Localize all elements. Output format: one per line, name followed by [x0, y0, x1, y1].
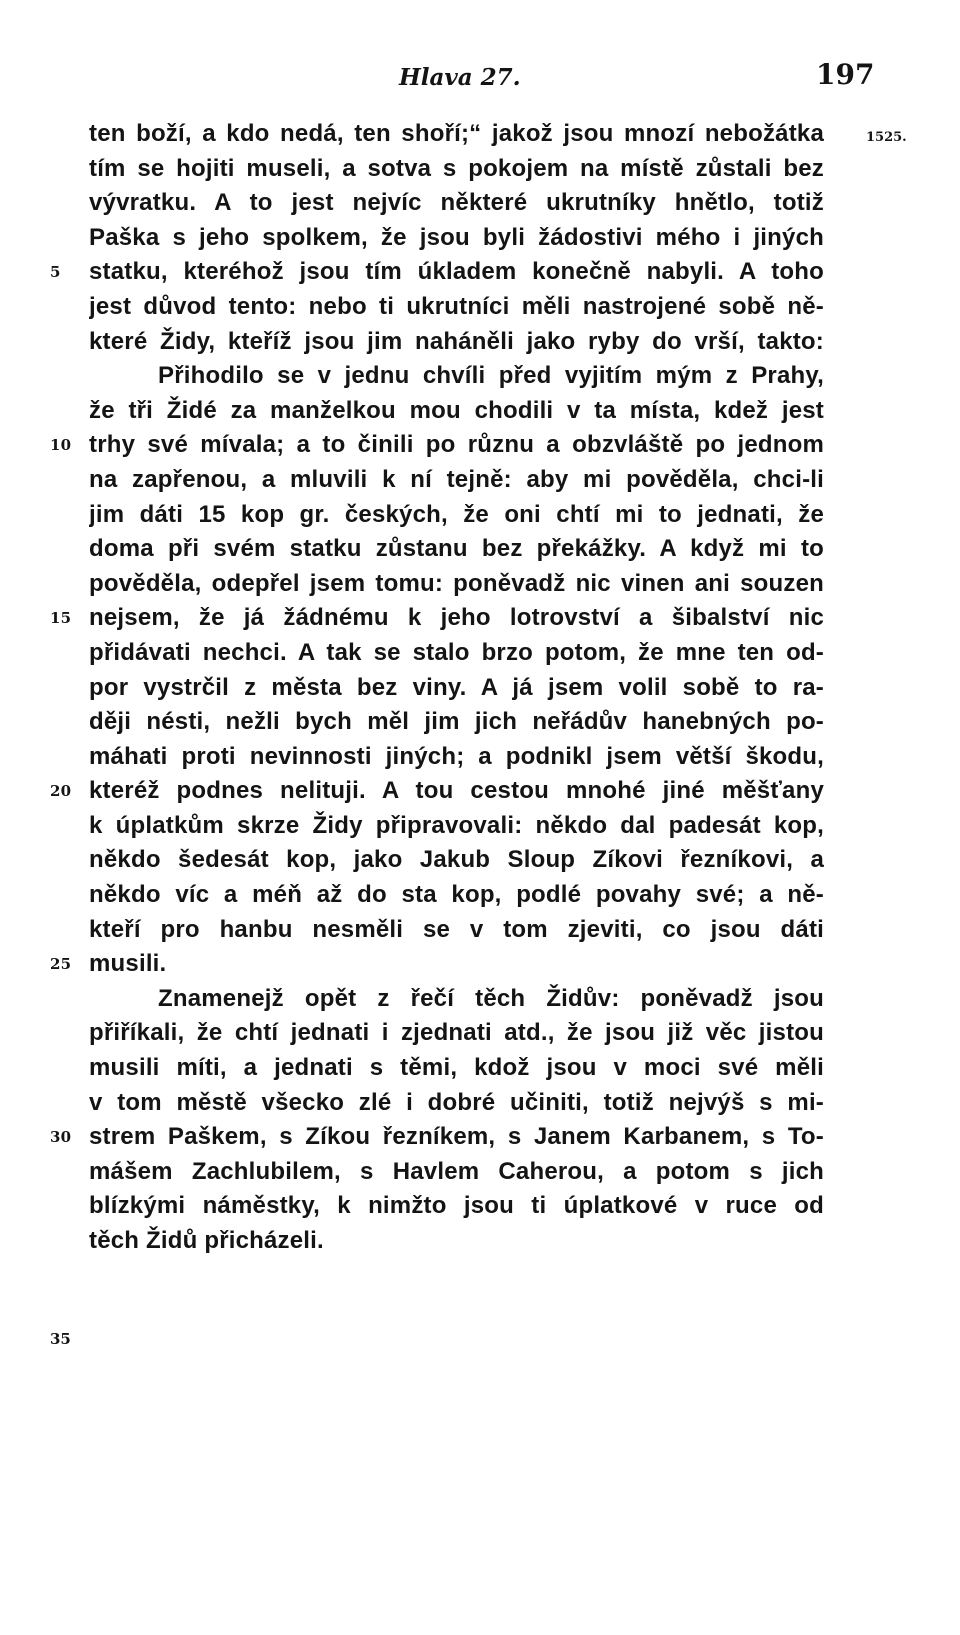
- text-line: [89, 843, 824, 878]
- text-line: [89, 290, 824, 325]
- line-text: doma při svém statku zůstanu bez překážky. A když mi to: [89, 535, 824, 563]
- text-line: [89, 1016, 824, 1051]
- line-text: těch Židů přicházeli.: [89, 1227, 324, 1254]
- line-text: musili míti, a jednati s těmi, kdož jsou v moci své měli: [89, 1054, 824, 1082]
- line-text: jest důvod tento: nebo ti ukrutníci měli nastrojené sobě ně-: [89, 292, 824, 320]
- line-text: Paška s jeho spolkem, že jsou byli žádostivi mého i jiných: [89, 223, 824, 251]
- line-text: tím se hojiti museli, a sotva s pokojem na místě zůstali bez: [89, 154, 824, 182]
- text-line: [89, 1224, 824, 1259]
- line-text: na zapřenou, a mluvili k ní tejně: aby mi pověděla, chci-li: [89, 465, 824, 493]
- text-line: [50, 947, 824, 982]
- line-text: por vystrčil z města bez viny. A já jsem volil sobě to ra-: [89, 673, 824, 701]
- line-text: strem Paškem, s Zíkou řezníkem, s Janem Karbanem, s To-: [89, 1123, 824, 1151]
- text-line: [89, 636, 824, 671]
- line-text: musili.: [89, 950, 167, 978]
- line-text: ten boží, a kdo nedá, ten shoří;“ jakož jsou mnozí nebožátka: [89, 120, 824, 147]
- text-line: [89, 186, 824, 221]
- line-text: pověděla, odepřel jsem tomu: poněvadž nic vinen ani souzen: [89, 569, 824, 597]
- line-text: statku, kteréhož jsou tím úkladem konečně nabyli. A toho: [89, 258, 824, 286]
- text-line: [50, 1120, 824, 1155]
- text-line: [89, 359, 824, 394]
- line-text: mášem Zachlubilem, s Havlem Caherou, a potom s jich: [89, 1157, 824, 1185]
- text-line: [89, 809, 824, 844]
- line-text: Přihodilo se v jednu chvíli před vyjitím mým z Prahy,: [158, 362, 824, 390]
- text-line: [89, 1086, 824, 1121]
- text-line: [89, 913, 824, 948]
- chapter-title: Hlava 27.: [399, 64, 521, 91]
- line-text: Znamenejž opět z řečí těch Židův: poněvadž jsou: [158, 984, 824, 1012]
- line-text: máhati proti nevinnosti jiných; a podnikl jsem větší škodu,: [89, 742, 824, 770]
- line-text: někdo šedesát kop, jako Jakub Sloup Zíkovi řezníkovi, a: [89, 846, 824, 874]
- line-text: které Židy, kteříž jsou jim naháněli jako ryby do vrší, takto:: [89, 327, 824, 355]
- text-line: [89, 705, 824, 740]
- line-text: že tři Židé za manželkou mou chodili v ta místa, kdež jest: [89, 396, 824, 424]
- line-number: 20: [50, 782, 72, 801]
- line-text: nejsem, že já žádnému k jeho lotrovství a šibalství nic: [89, 604, 824, 632]
- text-line: [89, 1155, 824, 1190]
- line-text: blízkými náměstky, k nimžto jsou ti úplatkové v ruce od: [89, 1192, 824, 1220]
- text-line: [89, 117, 824, 152]
- text-line: [89, 740, 824, 775]
- line-text: přiříkali, že chtí jednati i zjednati atd., že jsou již věc jistou: [89, 1019, 824, 1047]
- line-text: někdo víc a méň až do sta kop, podlé povahy své; a ně-: [89, 881, 824, 909]
- text-line: [89, 463, 824, 498]
- line-text: ději nésti, nežli bych měl jim jich neřádův hanebných po-: [89, 708, 824, 736]
- margin-year-note: 1525.: [866, 130, 907, 145]
- text-line: [50, 428, 824, 463]
- text-line: [89, 394, 824, 429]
- line-number: 10: [50, 436, 72, 455]
- line-number: 5: [50, 263, 61, 282]
- line-text: kteréž podnes nelituji. A tou cestou mnohé jiné měšťany: [89, 777, 824, 805]
- text-line: [89, 152, 824, 187]
- text-line: [89, 1189, 824, 1224]
- text-line: [89, 532, 824, 567]
- line-text: kteří pro hanbu nesměli se v tom zjeviti, co jsou dáti: [89, 915, 824, 943]
- text-line: [89, 982, 824, 1017]
- text-line: [89, 878, 824, 913]
- text-line: [89, 671, 824, 706]
- text-line: [89, 498, 824, 533]
- text-line: [50, 255, 824, 290]
- line-text: vývratku. A to jest nejvíc některé ukrutníky hnětlo, totiž: [89, 189, 824, 217]
- text-line: [89, 567, 824, 602]
- line-text: trhy své mívala; a to činili po různu a obzvláště po jednom: [89, 431, 824, 459]
- line-number: 30: [50, 1128, 72, 1147]
- text-line: [89, 1051, 824, 1086]
- text-line: [50, 601, 824, 636]
- body-text: [50, 117, 824, 1259]
- line-text: v tom městě všecko zlé i dobré učiniti, totiž nejvýš s mi-: [89, 1088, 824, 1116]
- line-number: 15: [50, 609, 72, 628]
- text-line: [89, 221, 824, 256]
- line-number-35: 35: [50, 1330, 71, 1348]
- line-text: k úplatkům skrze Židy připravovali: někdo dal padesát kop,: [89, 811, 824, 839]
- text-line: [89, 325, 824, 360]
- line-text: přidávati nechci. A tak se stalo brzo potom, že mne ten od-: [89, 638, 824, 666]
- text-line: [50, 774, 824, 809]
- running-head: [0, 56, 960, 96]
- line-text: jim dáti 15 kop gr. českých, že oni chtí mi to jednati, že: [89, 500, 824, 528]
- line-number: 25: [50, 955, 72, 974]
- page-number: 197: [816, 58, 875, 91]
